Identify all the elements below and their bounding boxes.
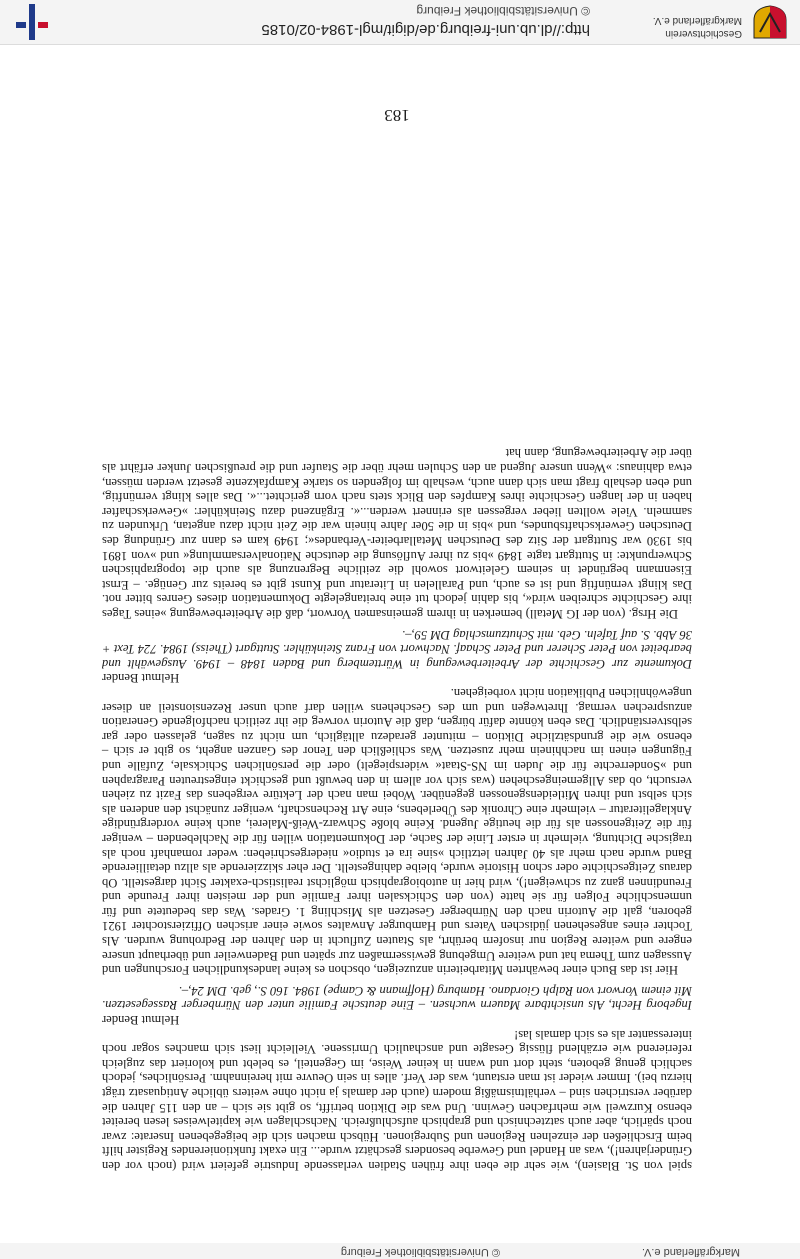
society-crest-icon <box>750 4 790 40</box>
society-name: Geschichtsverein Markgräflerland e.V. <box>652 15 742 39</box>
page-number: 183 <box>384 106 410 125</box>
university-library-logo-icon <box>12 4 52 40</box>
review-title: Dokumente zur Geschichte der Arbeiterbewegung in Württemberg und Baden 1848 – 1949. Ausgewählt und bearbeitet von Peter Scherer und Peter Schaaf. Nachwort von Franz Steinkühler. Stuttgart (Theiss) 1984. 724 Text + 36 Abb. S. auf Tafeln. Geb. mit Schutzumschlag DM 59,–. <box>102 627 692 671</box>
review-paragraph: Die Hrsg. (von der IG Metall) bemerken in ihrem gemeinsamen Vorwort, daß die Arbeiterbewegung »eines Tages ihre Geschichte schreiben wird«, bis dahin jedoch tut eine breitangelegte Dokumentation dieses Genres bitter not. Das klingt vernünftig und ist es auch, und Parallelen in Literatur und Kunst gibt es bereits zur Genüge. – Ernst Eisenmann begründet in seinem Geleitwort sowohl die zeitliche Begrenzung als auch die topographischen Schwerpunkte: in Stuttgart tagte 1849 »bis zu ihrer Auflösung die deutsche Nationalversammlung« und »von 1891 bis 1930 war Stuttgart der Sitz des Deutschen Metallarbeiter-Verbandes«; 1949 kam es dann zur Gründung des Deutschen Gewerkschaftsbundes, und »bis in die 50er Jahre hinein war die Zeit nicht dazu angetan, Urkunden zu sammeln. Viele wollten lieber vergessen als erinnert werden...«. Ergänzend dazu Steinkühler: »Gewerkschafter haben in der langen Geschichte ihres Kampfes den Blick stets nach vorn gerichtet...«. Das alles klingt vernünftig, und eben deshalb fragt man sich dann auch, weshalb im folgenden so starke Kampfakzente gesetzt werden müssen, etwa dahinaus: »Wenn unsere Jugend an den Schulen mehr über die Staufer und die preußischen Junker erfährt als über die Arbeiterbewegung, dann hat <box>102 446 692 622</box>
signature: Helmut Bender <box>102 1013 180 1028</box>
document-url-link[interactable]: http://dl.ub.uni-freiburg.de/digit/mgl-1984-02/0185 <box>261 21 590 38</box>
review-paragraph: Hier ist das Buch einer bewährten Mitarbeiterin anzuzeigen, obschon es keine landeskundlichen Forschungen und Aussagen zum Thema hat und weitere Umgebung gewissermaßen zur späten und Badenweiler und überhaupt unsere engere und weitere Region nur insofern berührt, als Stauten Zuflucht in den Jahren der Bedrohung wurden. Als Tochter eines angesehenen jüdischen Vaters und Hamburger Anwaltes sowie einer arischen Offizierstochter 1921 geboren, galt die Autorin nach den Nürnberger Gesetzen als Mischling 1. Grades. Was das bedeutete und für unmenschliche Folgen für sie hatte (von den Schicksalen ihrer Familie und der meisten ihrer Freunde und Freundinnen ganz zu schweigen!), wird hier in autobiographisch möglichst realistisch-exakter Sicht dargestellt. Ob daraus Zeitgeschichte oder schon Historie wurde, bleibe dahingestellt. Der eher skizzierende als allzu detaillierende Band wurde nach mehr als 40 Jahren letztlich »sine ira et studio« niedergeschrieben: weder romanhaft noch als tragische Dichtung, vielmehr in erster Linie der Sache, der Dokumentation willen für die Nachlebenden – weniger für die Zeitgenossen als für die heutige Jugend. Keine bloße Schwarz-Weiß-Malerei, auch keine vordergründige Anklageliteratur – vielmehr eine Chronik des Überlebens, eine Art Rechenschaft, weniger zunächst den anderen als sich selbst und ihren Mitleidensgenossen gegenüber. Wobei man nach der Lektüre vergebens das Fazit zu ziehen versucht, ob das Allgemeingeschehen (was sich vor allem in den bewußt und geschickt eingestreuten Paragraphen und »Sonderrechte für die Juden im NS-Staat« widerspiegelt) oder die persönlichen Schicksale, Zufälle und Fügungen einen im nachhinein mehr zusetzen. Was schließlich den Tenor des Ganzen angeht, so gibt er sich – ebenso wie die grundsätzliche Diktion – mitunter geradezu alltäglich, um nicht zu sagen, gelassen oder gar selbstverständlich. Das eben könnte dafür bürgen, daß die Autorin vorweg die ihr zeitlich nachfolgende Generation anzusprechen vermag. Ihretwegen und um des Geschehens willen darf auch unser Rezensionsteil an dieser ungewöhnlichen Publikation nicht vorbeigehen. <box>102 686 692 978</box>
library-banner <box>0 0 800 45</box>
bottom-copyright: © Universitätsbibliothek Freiburg <box>340 1246 500 1258</box>
bottom-society: Markgräflerland e.V. <box>641 1246 740 1258</box>
paragraph-continuation: spiel von St. Blasien), wie sehr die eben ihre frühen Stadien verlassende Industrie gefeiert wird (noch vor den Gründerjahren!), was an Handel und Gewerbe besonders geschätzt wurde... Ein exakt funktionierendes Register hilft beim Erschließen der einzelnen Regionen und Subregionen. Hübsch machen sich die beigegebenen Inserate: zwar noch spärlich, aber auch satztechnisch und graphisch aufschlußreich. Nachschlagen wie kapitelweises lesen bereitet ebenso Kurzweil wie mehrfachen Gewinn. Und was die Diktion betrifft, so gibt sie sich – an den 115 Jahren die darüber verstrichen sind – verhältnismäßig modern (auch der damals ja nicht ohne weiters übliche Antiquasatz trägt hierzu bei). Immer wieder ist man erstaunt, was der Verf. alles in sein Oeuvre mit hereinnahm. Persönliches, jedoch sachlich genug geboten, steht dort und wann in keiner Weise, im Gegenteil, es belebt und koloriert das zugleich referierend wie erzählend flüssig Gesagte und anschaulich Umrissene. Vielleicht liest sich manches sogar noch interessanter als es sich damals las! <box>102 1027 692 1173</box>
review-title: Ingeborg Hecht, Als unsichtbare Mauern wuchsen. – Eine deutsche Familie unter den Nürnberger Rassegesetzen. Mit einem Vorwort von Ralph Giordano. Hamburg (Hoffmann & Campe) 1984. 160 S., geb. DM 24,–. <box>102 983 692 1013</box>
bottom-strip <box>0 1243 800 1259</box>
scanned-page <box>0 44 800 1243</box>
signature: Helmut Bender <box>102 671 180 686</box>
copyright-notice: © Universitätsbibliothek Freiburg <box>416 4 590 18</box>
page-text <box>102 446 692 1173</box>
